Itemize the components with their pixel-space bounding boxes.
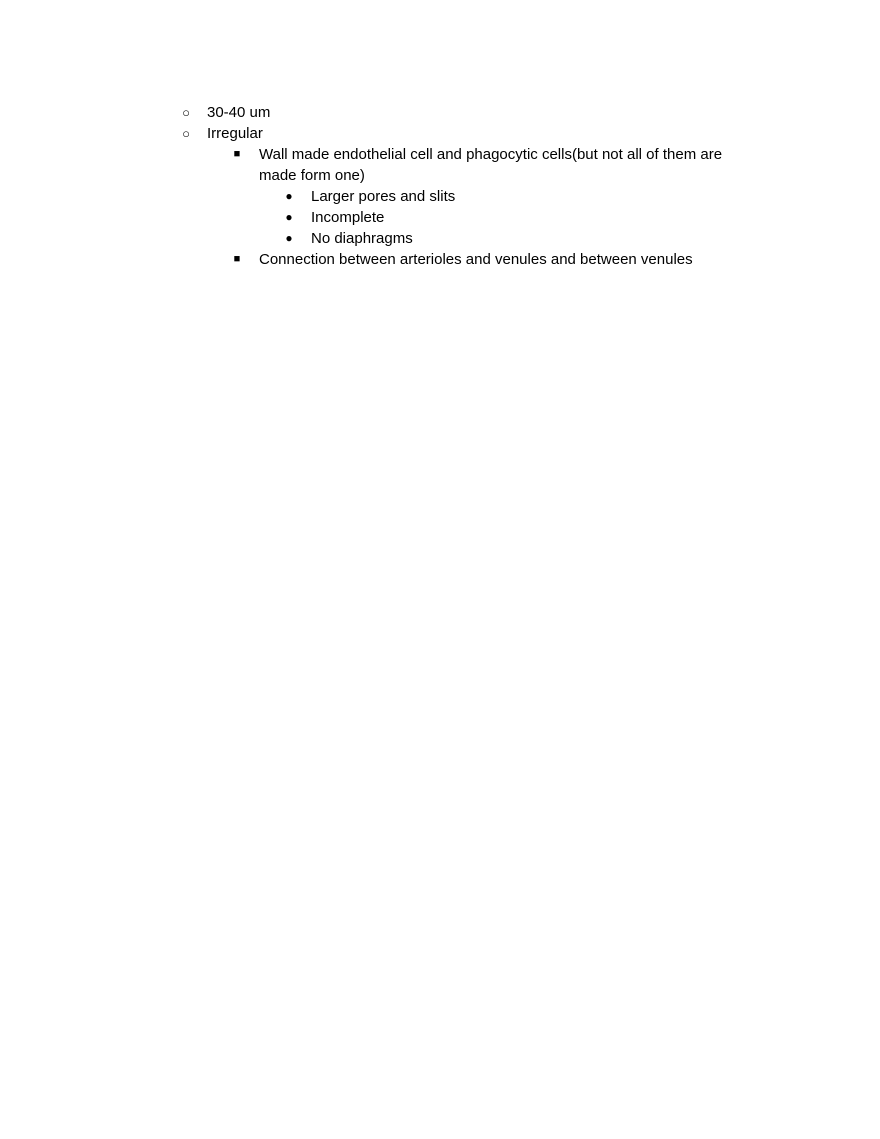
hollow-circle-bullet-icon: ○ (182, 126, 190, 141)
list-item-text: 30-40 um (207, 104, 271, 121)
list-item-text: Larger pores and slits (311, 188, 456, 205)
disc-bullet-icon: ● (285, 231, 293, 245)
list-item-text: No diaphragms (311, 230, 413, 247)
list-item-text: Irregular (207, 125, 263, 142)
hollow-circle-bullet-icon: ○ (182, 105, 190, 120)
square-bullet-icon: ■ (233, 148, 241, 160)
list-item-text-continuation: made form one) (259, 167, 365, 184)
disc-bullet-icon: ● (285, 189, 293, 203)
list-item-text: Wall made endothelial cell and phagocytic cells(but not all of them are (259, 146, 723, 163)
list-item-text: Incomplete (311, 209, 385, 226)
square-bullet-icon: ■ (233, 253, 241, 265)
list-item-text: Connection between arterioles and venules and between venules (259, 251, 693, 268)
disc-bullet-icon: ● (285, 210, 293, 224)
